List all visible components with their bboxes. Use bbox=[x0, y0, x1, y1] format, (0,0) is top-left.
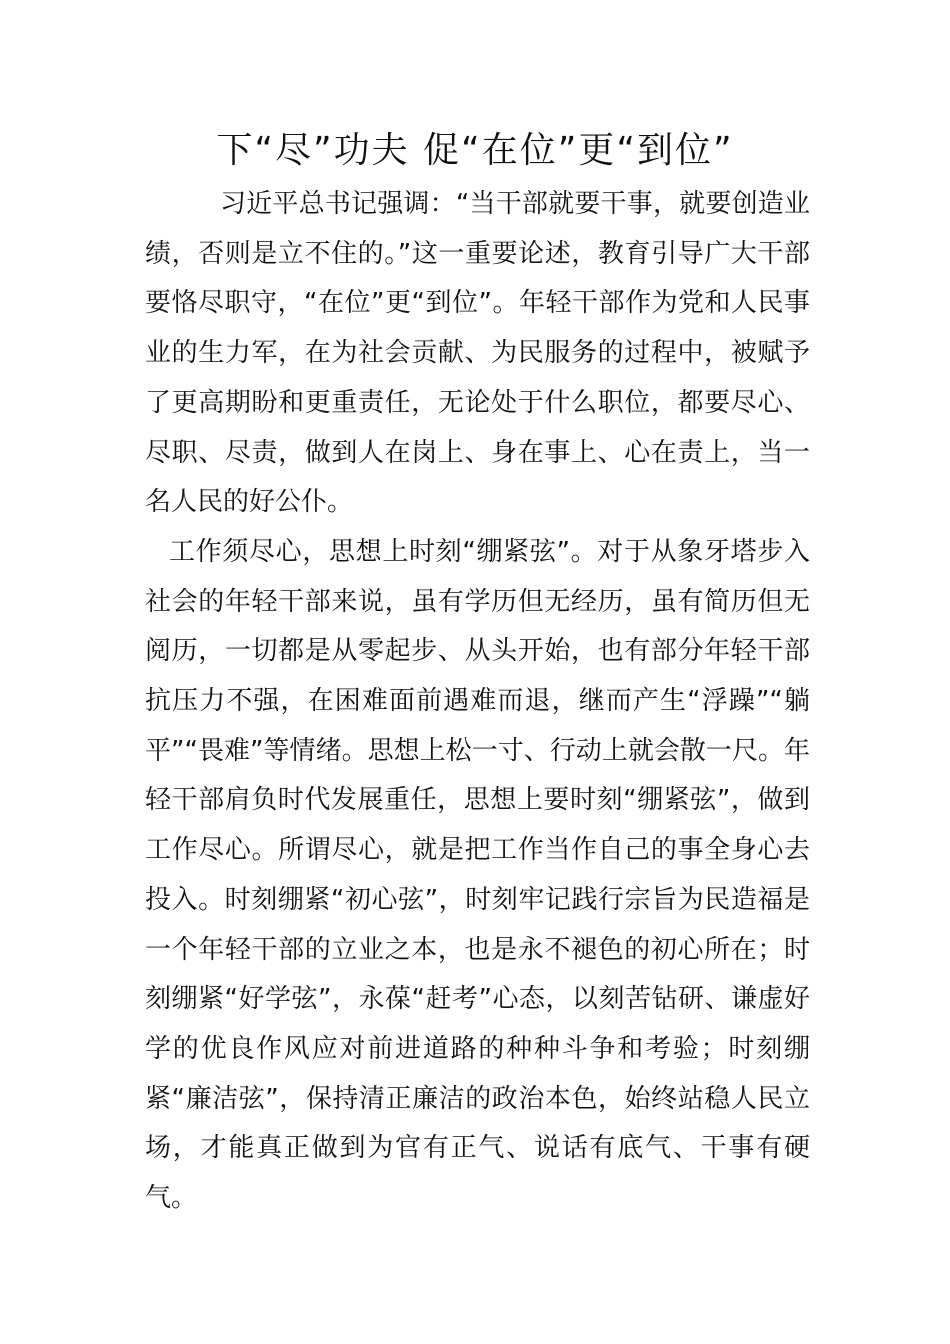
paragraph-intro: 习近平总书记强调：“当干部就要干事，就要创造业绩，否则是立不住的。”这一重要论述，教育引导广大干部要恪尽职守，“在位”更“到位”。年轻干部作为党和人民事业的生力军，在为社会贡献、为民服务的过程中，被赋予了更高期盼和更重责任，无论处于什么职位，都要尽心、尽职、尽责，做到人在岗上、身在事上、心在责上，当一名人民的好公仆。 bbox=[145, 189, 810, 518]
article-title: 下“尽”功夫 促“在位”更“到位” bbox=[216, 130, 734, 171]
paragraph-work-diligence: 工作须尽心，思想上时刻“绷紧弦”。对于从象牙塔步入社会的年轻干部来说，虽有学历但无经历，虽有简历但无阅历，一切都是从零起步、从头开始，也有部分年轻干部抗压力不强，在困难面前遇难而退，继而产生“浮躁”“躺平”“畏难”等情绪。思想上松一寸、行动上就会散一尺。年轻干部肩负时代发展重任，思想上要时刻“绷紧弦”，做到工作尽心。所谓尽心，就是把工作当作自己的事全身心去投入。时刻绷紧“初心弦”，时刻牢记践行宗旨为民造福是一个年轻干部的立业之本，也是永不褪色的初心所在；时刻绷紧“好学弦”，永葆“赶考”心态，以刻苦钻研、谦虚好学的优良作风应对前进道路的种种斗争和考验；时刻绷紧“廉洁弦”，保持清正廉洁的政治本色，始终站稳人民立场，才能真正做到为官有正气、说话有底气、干事有硬气。 bbox=[145, 536, 810, 1214]
article-body bbox=[145, 180, 810, 1224]
